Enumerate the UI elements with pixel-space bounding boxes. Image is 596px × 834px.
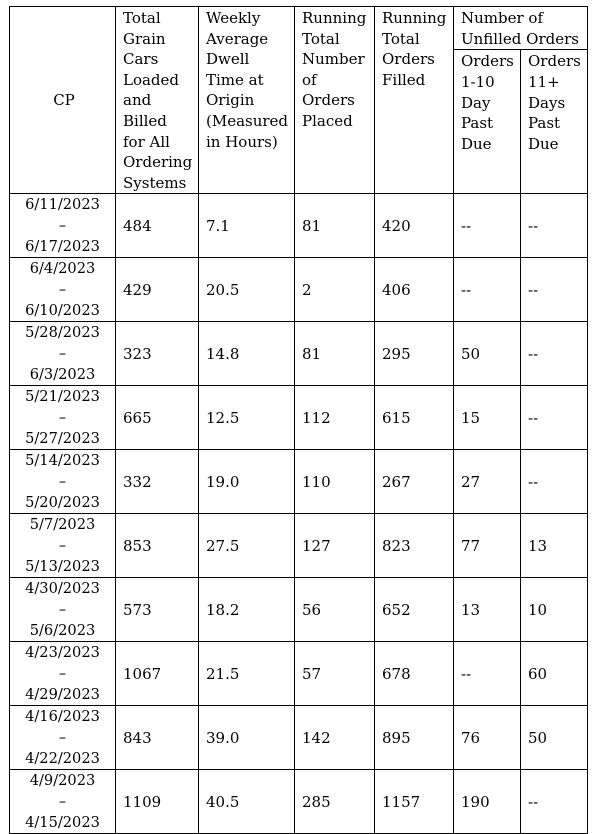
- date-start: 4/23/2023: [25, 644, 100, 662]
- date-start: 4/9/2023: [29, 772, 96, 790]
- date-range-dash: –: [58, 729, 67, 747]
- header-line: Ordering: [123, 153, 193, 172]
- date-end: 4/29/2023: [25, 686, 100, 704]
- header-line: and: [123, 91, 152, 110]
- date-range-dash: –: [58, 793, 67, 811]
- cell-orders-placed: 285: [295, 770, 375, 834]
- cell-date-range: [10, 258, 116, 322]
- cell-unfilled-11-plus: 60: [521, 642, 588, 706]
- cell-orders-placed: 57: [295, 642, 375, 706]
- cell-total-cars: 853: [116, 514, 199, 578]
- header-dwell-time: [199, 7, 295, 194]
- header-line: Weekly: [206, 9, 261, 27]
- date-range-dash: –: [58, 281, 67, 299]
- cell-orders-filled: 615: [375, 386, 454, 450]
- date-end: 5/13/2023: [25, 558, 100, 576]
- header-line: Orders: [302, 91, 355, 110]
- header-orders-filled: [375, 7, 454, 194]
- cell-orders-placed: 2: [295, 258, 375, 322]
- cell-date-range: [10, 642, 116, 706]
- cell-orders-filled: 1157: [375, 770, 454, 834]
- header-line: Grain: [123, 29, 166, 48]
- cell-orders-filled: 895: [375, 706, 454, 770]
- table-row: [10, 258, 588, 322]
- table-row: [10, 642, 588, 706]
- header-line: Orders: [382, 50, 435, 69]
- cell-date-range: [10, 770, 116, 834]
- date-start: 5/28/2023: [25, 324, 100, 342]
- table-row: [10, 194, 588, 258]
- table-row: [10, 386, 588, 450]
- header-line: for All: [123, 132, 170, 151]
- header-line: in Hours): [206, 132, 278, 151]
- header-line: Time at: [206, 70, 264, 89]
- header-line: Past: [528, 114, 561, 133]
- header-line: Average: [206, 29, 269, 48]
- date-range-dash: –: [58, 473, 67, 491]
- header-line: Billed: [123, 111, 167, 130]
- header-line: Total: [302, 29, 340, 48]
- header-line: Day: [461, 93, 491, 112]
- cell-unfilled-1-10: 15: [454, 386, 521, 450]
- header-line: Days: [528, 93, 566, 112]
- cell-dwell-time: 20.5: [199, 258, 295, 322]
- date-start: 4/30/2023: [25, 580, 100, 598]
- cell-unfilled-1-10: 27: [454, 450, 521, 514]
- table-row: [10, 514, 588, 578]
- header-line: Due: [528, 134, 559, 153]
- date-start: 4/16/2023: [25, 708, 100, 726]
- cell-orders-placed: 127: [295, 514, 375, 578]
- header-line: Number: [302, 50, 365, 69]
- date-range-dash: –: [58, 217, 67, 235]
- cell-dwell-time: 7.1: [199, 194, 295, 258]
- cell-orders-filled: 420: [375, 194, 454, 258]
- cell-orders-placed: 110: [295, 450, 375, 514]
- date-start: 5/7/2023: [29, 516, 96, 534]
- header-unfilled-1-10: [454, 50, 521, 194]
- header-line: Due: [461, 134, 492, 153]
- header-cp: CP: [10, 7, 116, 194]
- date-end: 5/6/2023: [29, 622, 96, 640]
- cell-dwell-time: 39.0: [199, 706, 295, 770]
- cell-date-range: [10, 194, 116, 258]
- cell-date-range: [10, 578, 116, 642]
- cell-total-cars: 665: [116, 386, 199, 450]
- cell-unfilled-1-10: 13: [454, 578, 521, 642]
- date-end: 4/15/2023: [25, 814, 100, 832]
- header-line: Past: [461, 114, 494, 133]
- date-end: 6/17/2023: [25, 238, 100, 256]
- cell-orders-placed: 142: [295, 706, 375, 770]
- cell-total-cars: 843: [116, 706, 199, 770]
- cell-orders-filled: 823: [375, 514, 454, 578]
- cell-unfilled-1-10: 76: [454, 706, 521, 770]
- date-range-dash: –: [58, 537, 67, 555]
- date-end: 4/22/2023: [25, 750, 100, 768]
- date-end: 6/10/2023: [25, 302, 100, 320]
- cell-unfilled-11-plus: --: [521, 322, 588, 386]
- header-line: Running: [382, 9, 447, 27]
- header-line: Orders: [461, 52, 514, 71]
- table-row: [10, 770, 588, 834]
- header-unfilled-11-plus: [521, 50, 588, 194]
- header-line: Total: [123, 9, 161, 27]
- cell-unfilled-11-plus: 13: [521, 514, 588, 578]
- table-row: [10, 578, 588, 642]
- header-line: (Measured: [206, 111, 289, 130]
- cell-dwell-time: 27.5: [199, 514, 295, 578]
- header-line: Dwell: [206, 50, 250, 69]
- cell-total-cars: 1067: [116, 642, 199, 706]
- header-unfilled-group: [454, 7, 588, 50]
- cell-total-cars: 573: [116, 578, 199, 642]
- header-total-cars: [116, 7, 199, 194]
- cell-total-cars: 429: [116, 258, 199, 322]
- cell-dwell-time: 40.5: [199, 770, 295, 834]
- cell-unfilled-1-10: --: [454, 194, 521, 258]
- date-range-dash: –: [58, 345, 67, 363]
- header-line: Placed: [302, 111, 353, 130]
- cell-orders-filled: 267: [375, 450, 454, 514]
- date-start: 5/14/2023: [25, 452, 100, 470]
- cell-dwell-time: 14.8: [199, 322, 295, 386]
- date-range-dash: –: [58, 665, 67, 683]
- cell-unfilled-11-plus: --: [521, 258, 588, 322]
- header-line: Unfilled Orders: [461, 29, 579, 48]
- date-range-dash: –: [58, 601, 67, 619]
- header-line: 11+: [528, 73, 560, 92]
- cell-unfilled-11-plus: --: [521, 770, 588, 834]
- table-row: [10, 450, 588, 514]
- header-line: Filled: [382, 70, 426, 89]
- cell-unfilled-11-plus: --: [521, 386, 588, 450]
- cell-date-range: [10, 706, 116, 770]
- cell-unfilled-1-10: --: [454, 642, 521, 706]
- cell-unfilled-1-10: 77: [454, 514, 521, 578]
- cell-dwell-time: 21.5: [199, 642, 295, 706]
- cell-date-range: [10, 386, 116, 450]
- table-body: [10, 194, 588, 834]
- header-line: Origin: [206, 91, 255, 110]
- cell-date-range: [10, 322, 116, 386]
- header-line: Running: [302, 9, 367, 27]
- header-line: Systems: [123, 173, 187, 192]
- cell-unfilled-11-plus: 10: [521, 578, 588, 642]
- cell-unfilled-11-plus: --: [521, 450, 588, 514]
- date-end: 5/27/2023: [25, 430, 100, 448]
- header-line: Total: [382, 29, 420, 48]
- cell-dwell-time: 12.5: [199, 386, 295, 450]
- header-line: Number of: [461, 9, 544, 27]
- date-range-dash: –: [58, 409, 67, 427]
- cell-unfilled-1-10: 190: [454, 770, 521, 834]
- cell-total-cars: 484: [116, 194, 199, 258]
- cell-unfilled-11-plus: 50: [521, 706, 588, 770]
- cell-orders-placed: 81: [295, 322, 375, 386]
- cell-dwell-time: 19.0: [199, 450, 295, 514]
- cell-total-cars: 323: [116, 322, 199, 386]
- cell-orders-filled: 652: [375, 578, 454, 642]
- cell-orders-filled: 678: [375, 642, 454, 706]
- cell-orders-placed: 56: [295, 578, 375, 642]
- cell-orders-placed: 112: [295, 386, 375, 450]
- header-line: 1-10: [461, 73, 495, 92]
- cell-unfilled-1-10: --: [454, 258, 521, 322]
- cell-total-cars: 1109: [116, 770, 199, 834]
- cell-dwell-time: 18.2: [199, 578, 295, 642]
- cell-total-cars: 332: [116, 450, 199, 514]
- cell-unfilled-11-plus: --: [521, 194, 588, 258]
- table-container: [9, 6, 588, 834]
- header-line: Orders: [528, 52, 581, 71]
- cell-orders-filled: 406: [375, 258, 454, 322]
- header-line: Cars: [123, 50, 159, 69]
- date-start: 5/21/2023: [25, 388, 100, 406]
- grain-car-table: [9, 6, 588, 834]
- cell-orders-filled: 295: [375, 322, 454, 386]
- date-start: 6/11/2023: [25, 196, 100, 214]
- table-row: [10, 322, 588, 386]
- header-line: of: [302, 70, 317, 89]
- header-line: Loaded: [123, 70, 180, 89]
- cell-date-range: [10, 450, 116, 514]
- table-row: [10, 706, 588, 770]
- date-end: 6/3/2023: [29, 366, 96, 384]
- date-end: 5/20/2023: [25, 494, 100, 512]
- cell-date-range: [10, 514, 116, 578]
- header-orders-placed: [295, 7, 375, 194]
- cell-unfilled-1-10: 50: [454, 322, 521, 386]
- date-start: 6/4/2023: [29, 260, 96, 278]
- cell-orders-placed: 81: [295, 194, 375, 258]
